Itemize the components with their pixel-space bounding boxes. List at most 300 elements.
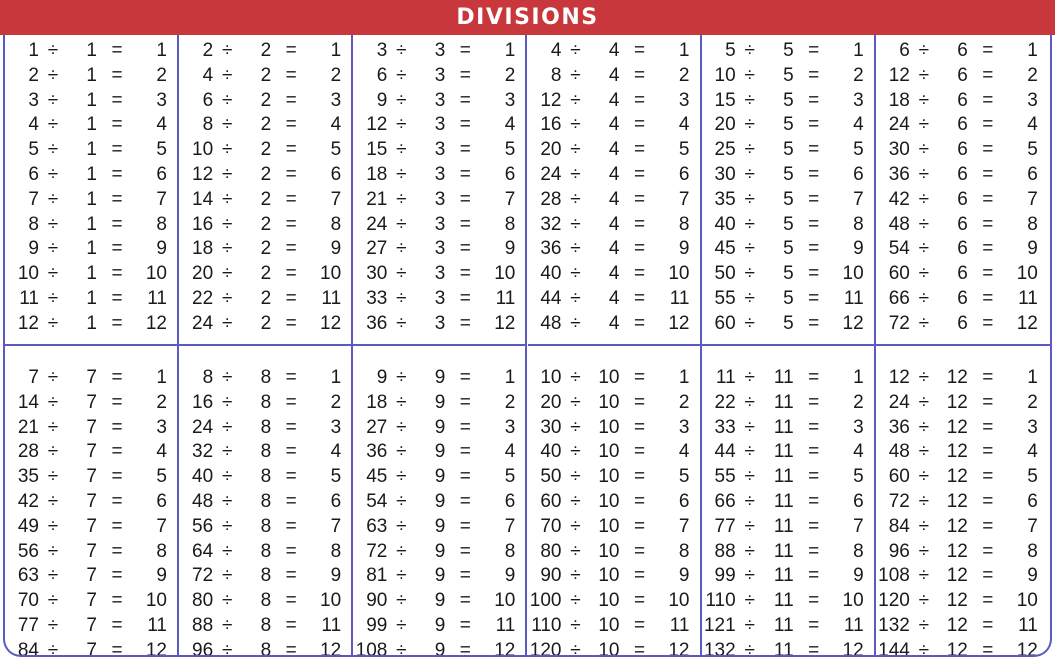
dividend: 5: [28, 139, 39, 161]
equals-sign: =: [633, 139, 646, 161]
division-table-8: [179, 346, 353, 657]
table-row: [353, 589, 525, 614]
division-sign: ÷: [396, 491, 407, 512]
equals-sign: =: [111, 213, 123, 235]
equals-sign: =: [111, 164, 123, 185]
dividend: 50: [540, 466, 562, 488]
quotient: 4: [678, 441, 690, 463]
dividend: 99: [366, 615, 388, 636]
divisor: 4: [608, 164, 620, 185]
division-sign: ÷: [47, 515, 59, 537]
divisor: 8: [260, 466, 272, 488]
dividend: 12: [17, 312, 39, 334]
quotient: 9: [156, 565, 167, 587]
table-row: [353, 262, 525, 287]
quotient: 9: [504, 565, 516, 587]
division-sign: ÷: [570, 565, 581, 587]
dividend: 20: [192, 263, 214, 285]
divisor: 11: [773, 565, 794, 587]
quotient: 12: [494, 312, 516, 334]
division-sign: ÷: [570, 114, 581, 136]
division-sign: ÷: [221, 263, 233, 285]
dividend: 110: [705, 590, 736, 612]
division-sign: ÷: [396, 515, 407, 537]
division-sign: ÷: [570, 164, 581, 185]
division-sign: ÷: [918, 238, 930, 260]
divisor: 7: [86, 565, 97, 587]
division-sign: ÷: [47, 288, 59, 309]
dividend: 24: [366, 213, 388, 235]
table-row: [353, 490, 525, 515]
division-sign: ÷: [570, 89, 581, 111]
table-row: [353, 237, 525, 262]
quotient: 8: [1027, 213, 1038, 235]
equals-sign: =: [982, 441, 994, 463]
division-sign: ÷: [47, 238, 59, 260]
division-sign: ÷: [396, 263, 407, 285]
quotient: 7: [853, 188, 864, 210]
dividend: 6: [376, 64, 388, 86]
dividend: 132: [703, 639, 736, 657]
divisor: 6: [957, 312, 968, 334]
equals-sign: =: [111, 515, 123, 537]
table-row: [528, 540, 700, 565]
equals-sign: =: [808, 312, 820, 334]
equals-sign: =: [111, 491, 123, 512]
dividend: 8: [202, 367, 214, 388]
equals-sign: =: [633, 540, 646, 562]
division-sign: ÷: [918, 540, 930, 562]
equals-sign: =: [982, 213, 994, 235]
divisor: 12: [946, 391, 968, 413]
division-sign: ÷: [570, 540, 581, 562]
divisor: 2: [260, 312, 272, 334]
dividend: 120: [878, 590, 910, 612]
equals-sign: =: [633, 441, 646, 463]
division-sign: ÷: [221, 565, 233, 587]
division-sign: ÷: [918, 40, 930, 61]
dividend: 40: [540, 263, 562, 285]
divisor: 6: [957, 263, 968, 285]
division-sign: ÷: [221, 188, 233, 210]
table-row: [702, 312, 874, 337]
division-sign: ÷: [744, 540, 755, 562]
divisor: 9: [434, 466, 446, 488]
quotient: 2: [156, 64, 167, 86]
division-sign: ÷: [570, 139, 581, 161]
quotient: 9: [330, 565, 342, 587]
quotient: 3: [853, 89, 864, 111]
table-row: [876, 515, 1050, 540]
table-row: [353, 89, 525, 114]
table-row: [5, 262, 177, 287]
equals-sign: =: [459, 164, 471, 185]
table-row: [876, 188, 1050, 213]
quotient: 9: [678, 238, 690, 260]
quotient: 6: [330, 164, 342, 185]
quotient: 3: [504, 416, 516, 438]
divisor: 8: [260, 515, 272, 537]
table-row: [353, 188, 525, 213]
division-sign: ÷: [396, 615, 407, 636]
equals-sign: =: [285, 590, 297, 612]
division-sign: ÷: [570, 312, 581, 334]
equals-sign: =: [459, 312, 471, 334]
dividend: 144: [878, 639, 910, 657]
divisor: 3: [434, 312, 446, 334]
equals-sign: =: [285, 114, 297, 136]
table-row: [179, 465, 351, 490]
table-row: [702, 64, 874, 89]
equals-sign: =: [982, 639, 994, 657]
division-sign: ÷: [570, 639, 581, 657]
divisor: 3: [434, 114, 446, 136]
divisor: 7: [86, 491, 97, 512]
division-sign: ÷: [744, 139, 755, 161]
equals-sign: =: [808, 615, 820, 636]
division-sign: ÷: [396, 416, 407, 438]
table-row: [702, 366, 874, 391]
dividend: 60: [888, 466, 910, 488]
division-sign: ÷: [47, 40, 59, 61]
table-row: [876, 39, 1050, 64]
divisor: 5: [783, 64, 794, 86]
table-row: [353, 540, 525, 565]
divisor: 9: [434, 416, 446, 438]
division-sign: ÷: [918, 391, 930, 413]
division-sign: ÷: [221, 164, 233, 185]
dividend: 81: [366, 565, 388, 587]
quotient: 4: [853, 114, 864, 136]
divisor: 4: [608, 263, 620, 285]
equals-sign: =: [285, 391, 297, 413]
quotient: 2: [853, 64, 864, 86]
equals-sign: =: [111, 64, 123, 86]
quotient: 3: [678, 89, 690, 111]
division-sign: ÷: [396, 367, 407, 388]
quotient: 4: [504, 114, 516, 136]
divisor: 11: [773, 540, 794, 562]
equals-sign: =: [285, 515, 297, 537]
divisor: 5: [783, 263, 794, 285]
equals-sign: =: [459, 466, 471, 488]
dividend: 24: [192, 312, 214, 334]
equals-sign: =: [111, 540, 123, 562]
equals-sign: =: [633, 312, 646, 334]
quotient: 11: [147, 615, 167, 636]
equals-sign: =: [285, 64, 297, 86]
table-row: [5, 391, 177, 416]
divisor: 6: [957, 139, 968, 161]
quotient: 9: [1027, 565, 1038, 587]
divisor: 11: [773, 590, 794, 612]
dividend: 54: [366, 491, 388, 512]
quotient: 7: [1027, 188, 1038, 210]
equals-sign: =: [808, 164, 820, 185]
divisor: 3: [434, 213, 446, 235]
equals-sign: =: [285, 238, 297, 260]
quotient: 10: [668, 590, 690, 612]
quotient: 7: [678, 188, 690, 210]
divisor: 6: [957, 114, 968, 136]
division-sign: ÷: [744, 89, 755, 111]
division-sign: ÷: [47, 164, 59, 185]
division-sign: ÷: [47, 188, 59, 210]
divisor: 3: [434, 89, 446, 111]
divisor: 11: [773, 515, 794, 537]
quotient: 9: [504, 238, 516, 260]
equals-sign: =: [459, 213, 471, 235]
table-row: [179, 163, 351, 188]
equals-sign: =: [808, 391, 820, 413]
division-sign: ÷: [47, 391, 59, 413]
quotient: 11: [1018, 288, 1038, 309]
table-row: [702, 465, 874, 490]
division-table-11: [702, 346, 876, 657]
table-row: [876, 465, 1050, 490]
dividend: 9: [28, 238, 39, 260]
division-sign: ÷: [221, 64, 233, 86]
dividend: 110: [531, 615, 562, 636]
division-sign: ÷: [396, 565, 407, 587]
equals-sign: =: [633, 238, 646, 260]
division-sign: ÷: [221, 491, 233, 512]
division-sign: ÷: [570, 367, 581, 388]
table-row: [876, 138, 1050, 163]
divisor: 4: [608, 89, 620, 111]
division-sign: ÷: [47, 139, 59, 161]
equals-sign: =: [459, 288, 471, 309]
quotient: 9: [678, 565, 690, 587]
dividend: 14: [17, 391, 39, 413]
divisor: 5: [783, 312, 794, 334]
division-sign: ÷: [221, 590, 233, 612]
equals-sign: =: [459, 615, 471, 636]
divisor: 9: [434, 565, 446, 587]
dividend: 84: [17, 639, 39, 657]
dividend: 12: [540, 89, 562, 111]
divisor: 7: [86, 540, 97, 562]
division-sign: ÷: [744, 114, 755, 136]
divisor: 9: [434, 391, 446, 413]
quotient: 3: [504, 89, 516, 111]
divisor: 6: [957, 164, 968, 185]
dividend: 32: [540, 213, 562, 235]
quotient: 7: [853, 515, 864, 537]
equals-sign: =: [982, 312, 994, 334]
divisor: 4: [608, 238, 620, 260]
division-sign: ÷: [396, 114, 407, 136]
table-row: [876, 440, 1050, 465]
table-row: [353, 366, 525, 391]
equals-sign: =: [982, 565, 994, 587]
division-sign: ÷: [47, 491, 59, 512]
equals-sign: =: [111, 565, 123, 587]
division-sign: ÷: [396, 139, 407, 161]
table-row: [702, 138, 874, 163]
table-row: [702, 237, 874, 262]
equals-sign: =: [111, 367, 123, 388]
quotient: 5: [853, 466, 864, 488]
equals-sign: =: [808, 288, 820, 309]
quotient: 8: [504, 213, 516, 235]
divisor: 2: [260, 238, 272, 260]
table-row: [528, 237, 700, 262]
divisor: 2: [260, 139, 272, 161]
quotient: 2: [504, 64, 516, 86]
division-sign: ÷: [396, 288, 407, 309]
quotient: 4: [504, 441, 516, 463]
dividend: 3: [28, 89, 39, 111]
quotient: 9: [853, 238, 864, 260]
quotient: 1: [156, 367, 167, 388]
dividend: 60: [540, 491, 562, 512]
equals-sign: =: [982, 188, 994, 210]
dividend: 56: [17, 540, 39, 562]
quotient: 1: [330, 40, 342, 61]
table-row: [353, 564, 525, 589]
dividend: 30: [366, 263, 388, 285]
table-row: [702, 113, 874, 138]
divisor: 1: [86, 288, 97, 309]
equals-sign: =: [808, 590, 820, 612]
equals-sign: =: [459, 565, 471, 587]
table-row: [5, 639, 177, 657]
quotient: 1: [1027, 367, 1038, 388]
equals-sign: =: [285, 491, 297, 512]
dividend: 18: [888, 89, 910, 111]
table-row: [876, 416, 1050, 441]
division-sign: ÷: [396, 312, 407, 334]
division-sign: ÷: [47, 441, 59, 463]
dividend: 30: [714, 164, 736, 185]
division-sign: ÷: [918, 312, 930, 334]
dividend: 77: [17, 615, 39, 636]
table-row: [528, 39, 700, 64]
quotient: 9: [1027, 238, 1038, 260]
table-row: [702, 639, 874, 657]
equals-sign: =: [111, 40, 123, 61]
dividend: 4: [28, 114, 39, 136]
dividend: 63: [17, 565, 39, 587]
divisor: 2: [260, 89, 272, 111]
divisor: 10: [598, 615, 620, 636]
divisor: 5: [783, 188, 794, 210]
equals-sign: =: [459, 64, 471, 86]
quotient: 11: [495, 615, 516, 636]
dividend: 8: [202, 114, 214, 136]
equals-sign: =: [285, 416, 297, 438]
quotient: 11: [843, 288, 864, 309]
division-table-12: [876, 346, 1050, 657]
table-row: [876, 163, 1050, 188]
equals-sign: =: [459, 89, 471, 111]
table-row: [876, 287, 1050, 312]
division-sign: ÷: [744, 639, 755, 657]
divisor: 10: [598, 515, 620, 537]
table-row: [702, 490, 874, 515]
dividend: 55: [714, 466, 736, 488]
table-row: [179, 515, 351, 540]
table-row: [5, 163, 177, 188]
divisor: 1: [86, 139, 97, 161]
division-sign: ÷: [570, 441, 581, 463]
division-sign: ÷: [396, 238, 407, 260]
divisor: 8: [260, 615, 272, 636]
divisor: 2: [260, 64, 272, 86]
dividend: 7: [28, 188, 39, 210]
dividend: 96: [888, 540, 910, 562]
divisor: 11: [773, 441, 794, 463]
divisor: 6: [957, 188, 968, 210]
dividend: 8: [550, 64, 562, 86]
table-row: [179, 312, 351, 337]
division-sign: ÷: [918, 515, 930, 537]
equals-sign: =: [285, 164, 297, 185]
divisor: 1: [86, 213, 97, 235]
dividend: 25: [714, 139, 736, 161]
table-row: [179, 564, 351, 589]
divisor: 4: [608, 288, 620, 309]
equals-sign: =: [285, 540, 297, 562]
division-sign: ÷: [918, 188, 930, 210]
division-table-2: [179, 35, 353, 346]
division-sign: ÷: [221, 391, 233, 413]
divisor: 11: [773, 615, 794, 636]
divisor: 5: [783, 114, 794, 136]
divisor: 6: [957, 238, 968, 260]
quotient: 5: [1027, 466, 1038, 488]
quotient: 8: [678, 213, 690, 235]
equals-sign: =: [808, 238, 820, 260]
quotient: 8: [853, 213, 864, 235]
dividend: 28: [540, 188, 562, 210]
equals-sign: =: [111, 391, 123, 413]
equals-sign: =: [285, 441, 297, 463]
dividend: 15: [366, 139, 388, 161]
table-row: [179, 262, 351, 287]
division-sign: ÷: [570, 64, 581, 86]
equals-sign: =: [111, 441, 123, 463]
dividend: 12: [888, 64, 910, 86]
division-sign: ÷: [221, 139, 233, 161]
equals-sign: =: [111, 139, 123, 161]
division-sign: ÷: [570, 615, 581, 636]
quotient: 1: [156, 40, 167, 61]
dividend: 24: [192, 416, 214, 438]
table-row: [528, 138, 700, 163]
dividend: 100: [529, 590, 562, 612]
table-row: [179, 113, 351, 138]
table-row: [5, 113, 177, 138]
quotient: 10: [494, 263, 516, 285]
quotient: 5: [1027, 139, 1038, 161]
table-row: [353, 113, 525, 138]
division-table-6: [876, 35, 1050, 346]
equals-sign: =: [808, 213, 820, 235]
quotient: 1: [504, 40, 516, 61]
equals-sign: =: [459, 391, 471, 413]
equals-sign: =: [982, 367, 994, 388]
table-row: [702, 39, 874, 64]
division-sign: ÷: [918, 466, 930, 488]
dividend: 22: [714, 391, 736, 413]
divisor: 9: [434, 590, 446, 612]
dividend: 48: [888, 441, 910, 463]
table-row: [702, 213, 874, 238]
table-row: [528, 188, 700, 213]
dividend: 48: [888, 213, 910, 235]
